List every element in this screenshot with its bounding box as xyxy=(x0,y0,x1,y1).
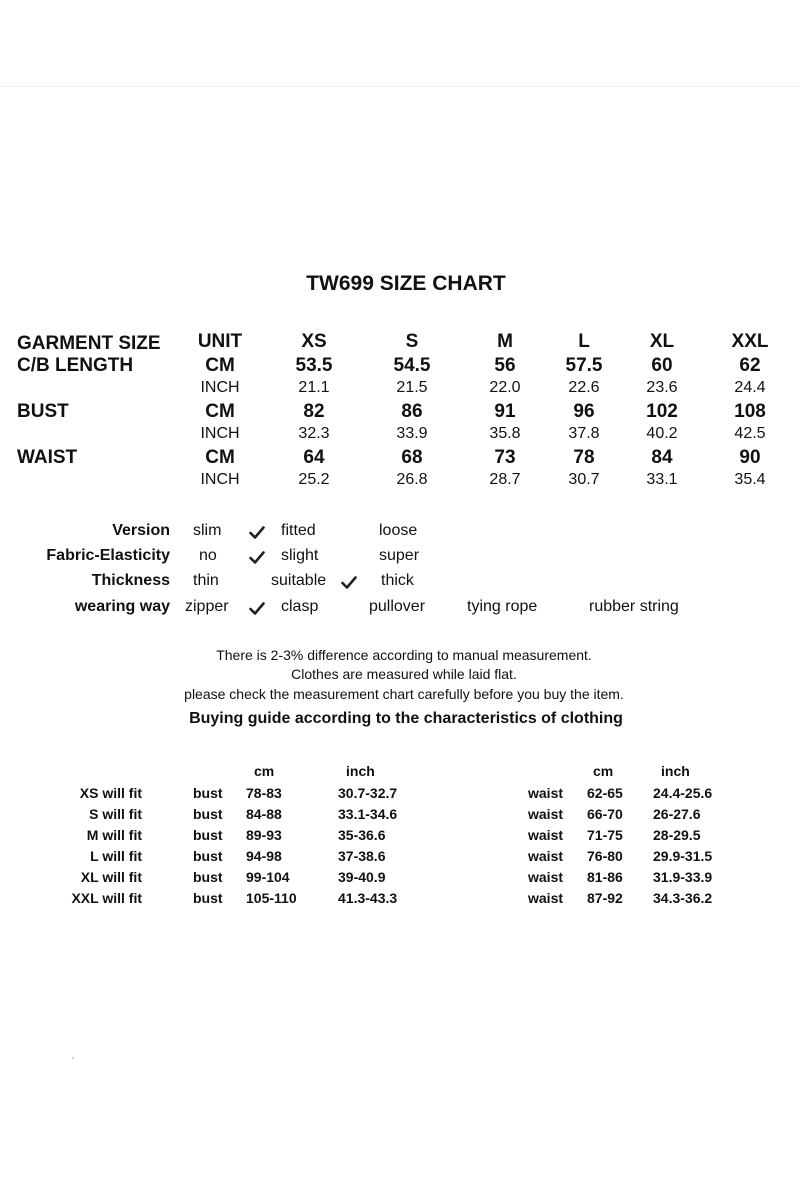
column-header-inch: inch xyxy=(661,763,690,779)
table-cell: 25.2 xyxy=(298,471,330,488)
column-header-inch: inch xyxy=(346,763,375,779)
table-cell: 35.4 xyxy=(734,471,766,488)
divider xyxy=(0,86,800,87)
table-cell: 22.0 xyxy=(489,379,521,396)
note-line: Clothes are measured while laid flat. xyxy=(291,666,517,682)
table-cell: 32.3 xyxy=(298,425,330,442)
table-cell: 21.1 xyxy=(298,379,330,396)
table-cell: 84 xyxy=(651,447,673,468)
waist-cm: 87-92 xyxy=(587,890,623,906)
row-label-waist: WAIST xyxy=(17,447,78,468)
check-icon xyxy=(249,526,265,539)
bust-label: bust xyxy=(193,785,223,801)
table-cell: 26.8 xyxy=(396,471,428,488)
table-cell: 96 xyxy=(573,401,595,422)
table-cell: 78 xyxy=(573,447,595,468)
feature-option: thick xyxy=(381,572,414,589)
waist-label: waist xyxy=(528,827,564,843)
bust-inch: 30.7-32.7 xyxy=(338,785,398,801)
bust-cm: 105-110 xyxy=(246,890,297,906)
bust-label: bust xyxy=(193,806,223,822)
table-cell: 35.8 xyxy=(489,425,521,442)
table-cell: 22.6 xyxy=(568,379,600,396)
feature-option: slim xyxy=(193,522,222,539)
feature-option: no xyxy=(199,547,217,564)
size-table-header-xxl: XXL xyxy=(731,331,769,352)
bust-cm: 99-104 xyxy=(246,869,290,885)
bust-inch: 41.3-43.3 xyxy=(338,890,398,906)
unit-cell: INCH xyxy=(200,425,240,442)
table-cell: 60 xyxy=(651,355,673,376)
feature-label-version: Version xyxy=(112,522,170,539)
feature-option: super xyxy=(379,547,420,564)
bust-label: bust xyxy=(193,827,223,843)
table-cell: 90 xyxy=(739,447,761,468)
table-cell: 24.4 xyxy=(734,379,766,396)
table-cell: 30.7 xyxy=(568,471,600,488)
column-header-cm: cm xyxy=(593,763,614,779)
check-icon xyxy=(249,551,265,564)
dot-mark xyxy=(72,1057,74,1059)
size-table-header-garment: GARMENT SIZE xyxy=(17,333,161,354)
feature-label-thickness: Thickness xyxy=(91,572,170,589)
waist-cm: 66-70 xyxy=(587,806,623,822)
feature-option: slight xyxy=(281,547,319,564)
table-cell: 57.5 xyxy=(565,355,603,376)
waist-cm: 71-75 xyxy=(587,827,623,843)
table-cell: 33.9 xyxy=(396,425,428,442)
page-title: TW699 SIZE CHART xyxy=(306,272,506,295)
unit-cell: CM xyxy=(205,355,235,376)
feature-option: suitable xyxy=(271,572,327,589)
size-table-header-m: M xyxy=(497,331,513,352)
waist-inch: 28-29.5 xyxy=(653,827,701,843)
note-line: There is 2-3% difference according to manual measurement. xyxy=(216,647,592,663)
table-cell: 23.6 xyxy=(646,379,678,396)
fit-label: XS will fit xyxy=(79,785,142,801)
table-cell: 82 xyxy=(303,401,325,422)
bust-label: bust xyxy=(193,848,223,864)
table-cell: 40.2 xyxy=(646,425,678,442)
bust-inch: 37-38.6 xyxy=(338,848,386,864)
fit-label: XXL will fit xyxy=(71,890,142,906)
waist-label: waist xyxy=(528,869,564,885)
fit-label: XL will fit xyxy=(80,869,142,885)
unit-cell: CM xyxy=(205,447,235,468)
fit-label: L will fit xyxy=(90,848,142,864)
table-cell: 28.7 xyxy=(489,471,521,488)
feature-option: pullover xyxy=(369,598,426,615)
check-icon xyxy=(249,602,265,615)
feature-option: thin xyxy=(193,572,219,589)
unit-cell: INCH xyxy=(200,379,240,396)
waist-cm: 81-86 xyxy=(587,869,623,885)
bust-cm: 94-98 xyxy=(246,848,282,864)
table-cell: 42.5 xyxy=(734,425,766,442)
waist-inch: 24.4-25.6 xyxy=(653,785,713,801)
table-cell: 62 xyxy=(739,355,761,376)
table-cell: 21.5 xyxy=(396,379,428,396)
bust-inch: 39-40.9 xyxy=(338,869,386,885)
size-table-header-xs: XS xyxy=(301,331,327,352)
feature-option: loose xyxy=(379,522,418,539)
feature-option: fitted xyxy=(281,522,316,539)
feature-label-fabric-elasticity: Fabric-Elasticity xyxy=(46,547,170,564)
table-cell: 53.5 xyxy=(295,355,333,376)
waist-label: waist xyxy=(528,785,564,801)
waist-cm: 76-80 xyxy=(587,848,623,864)
waist-inch: 26-27.6 xyxy=(653,806,701,822)
size-table-header-s: S xyxy=(405,331,419,352)
buying-guide-title: Buying guide according to the characteristics of clothing xyxy=(189,710,623,727)
table-cell: 64 xyxy=(303,447,325,468)
table-cell: 68 xyxy=(401,447,423,468)
waist-inch: 34.3-36.2 xyxy=(653,890,713,906)
table-cell: 91 xyxy=(494,401,516,422)
table-cell: 108 xyxy=(734,401,766,422)
waist-inch: 29.9-31.5 xyxy=(653,848,713,864)
feature-option: tying rope xyxy=(467,598,538,615)
table-cell: 86 xyxy=(401,401,423,422)
table-cell: 37.8 xyxy=(568,425,600,442)
feature-option: clasp xyxy=(281,598,319,615)
table-cell: 33.1 xyxy=(646,471,678,488)
bust-label: bust xyxy=(193,890,223,906)
waist-inch: 31.9-33.9 xyxy=(653,869,713,885)
table-cell: 102 xyxy=(646,401,678,422)
waist-label: waist xyxy=(528,848,564,864)
unit-cell: INCH xyxy=(200,471,240,488)
bust-cm: 84-88 xyxy=(246,806,282,822)
feature-option: zipper xyxy=(185,598,229,615)
table-cell: 54.5 xyxy=(393,355,431,376)
row-label-cb-length: C/B LENGTH xyxy=(17,355,134,376)
check-icon xyxy=(341,576,357,589)
bust-inch: 33.1-34.6 xyxy=(338,806,398,822)
row-label-bust: BUST xyxy=(17,401,69,422)
waist-cm: 62-65 xyxy=(587,785,623,801)
unit-cell: CM xyxy=(205,401,235,422)
waist-label: waist xyxy=(528,806,564,822)
table-cell: 73 xyxy=(494,447,516,468)
column-header-cm: cm xyxy=(254,763,275,779)
fit-label: M will fit xyxy=(86,827,142,843)
fit-label: S will fit xyxy=(89,806,142,822)
feature-option: rubber string xyxy=(589,598,679,615)
size-table-header-l: L xyxy=(578,331,590,352)
feature-label-wearing-way: wearing way xyxy=(74,598,170,615)
bust-inch: 35-36.6 xyxy=(338,827,386,843)
note-line: please check the measurement chart carefully before you buy the item. xyxy=(184,686,624,702)
bust-label: bust xyxy=(193,869,223,885)
size-table-header-xl: XL xyxy=(649,331,675,352)
table-cell: 56 xyxy=(494,355,516,376)
waist-label: waist xyxy=(528,890,564,906)
bust-cm: 89-93 xyxy=(246,827,282,843)
bust-cm: 78-83 xyxy=(246,785,282,801)
size-table-header-unit: UNIT xyxy=(197,331,243,352)
